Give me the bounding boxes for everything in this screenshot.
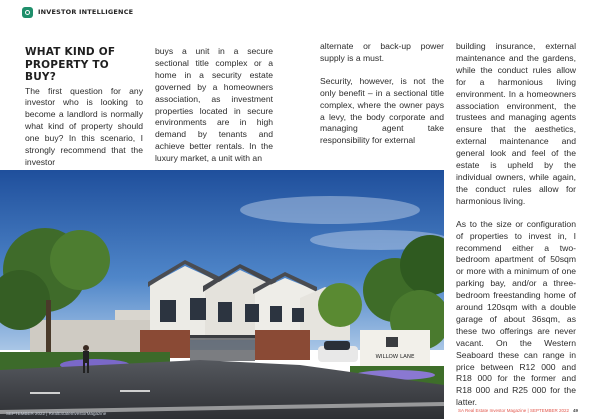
column-4-paragraph-2: As to the size or configuration of properties to invest in, I recommend either a two-bedroom apartment of 50sqm or more with a minimum of one parking bay, and/or a three-bedroom freestanding home of around 120sqm with a double garage of about 36sqm, as these two offerings are never vacant. On the Western Seaboard these can range in price between R12 000 and R18 000 for the former and R18 000 and R25 000 for the latter.	[456, 218, 576, 408]
estate-sign-text: WILLOW LANE	[375, 354, 415, 360]
estate-photo	[0, 170, 444, 419]
section-label: INVESTOR INTELLIGENCE	[38, 8, 134, 16]
article-column-4	[456, 41, 576, 409]
section-header	[22, 5, 133, 19]
article-column-2	[155, 46, 273, 165]
footer-publication: SA Real Estate Investor Magazine | SEPTEMBER 2022	[458, 408, 569, 413]
page-number: 49	[572, 408, 578, 413]
article-column-3	[320, 41, 444, 147]
column-4-paragraph-1: building insurance, external maintenance and the gardens, while the conduct rules allow for a harmonious living environment. In a homeowners association environment, the trustees and managing agents ensure that the aesthetics, external maintenance and general look and feel of the estate is upheld by the individual owners, while again, the conduct rules allow for harmonious living.	[456, 41, 576, 206]
article-headline: WHAT KIND OF PROPERTY TO BUY?	[25, 46, 116, 83]
footer-left-text: SEPTEMBER 2022 | RealEstateInvestorMagazine	[6, 411, 107, 416]
article-column-1	[25, 46, 143, 169]
column-3-paragraph-1: alternate or back-up power supply is a must.	[320, 41, 444, 63]
column-1-text: The first question for any investor who is looking to become a landlord is normally what kind of property should one buy? In this scenario, I strongly recommend that the investor	[25, 85, 143, 167]
column-2-text: buys a unit in a secure sectional title complex or a home in a security estate governed by a homeowners association, as investment properties located in secure environments are in high demand by tenants and achieve better rentals. In the luxury market, a unit with an	[155, 46, 273, 164]
footer-right	[458, 408, 578, 413]
brand-logo-icon	[22, 7, 33, 18]
column-3-paragraph-2: Security, however, is not the only benefit – in a sectional title complex, where the owner pays a levy, the body corporate and managing agent take responsibility for external	[320, 75, 444, 146]
estate-sign	[360, 330, 430, 370]
